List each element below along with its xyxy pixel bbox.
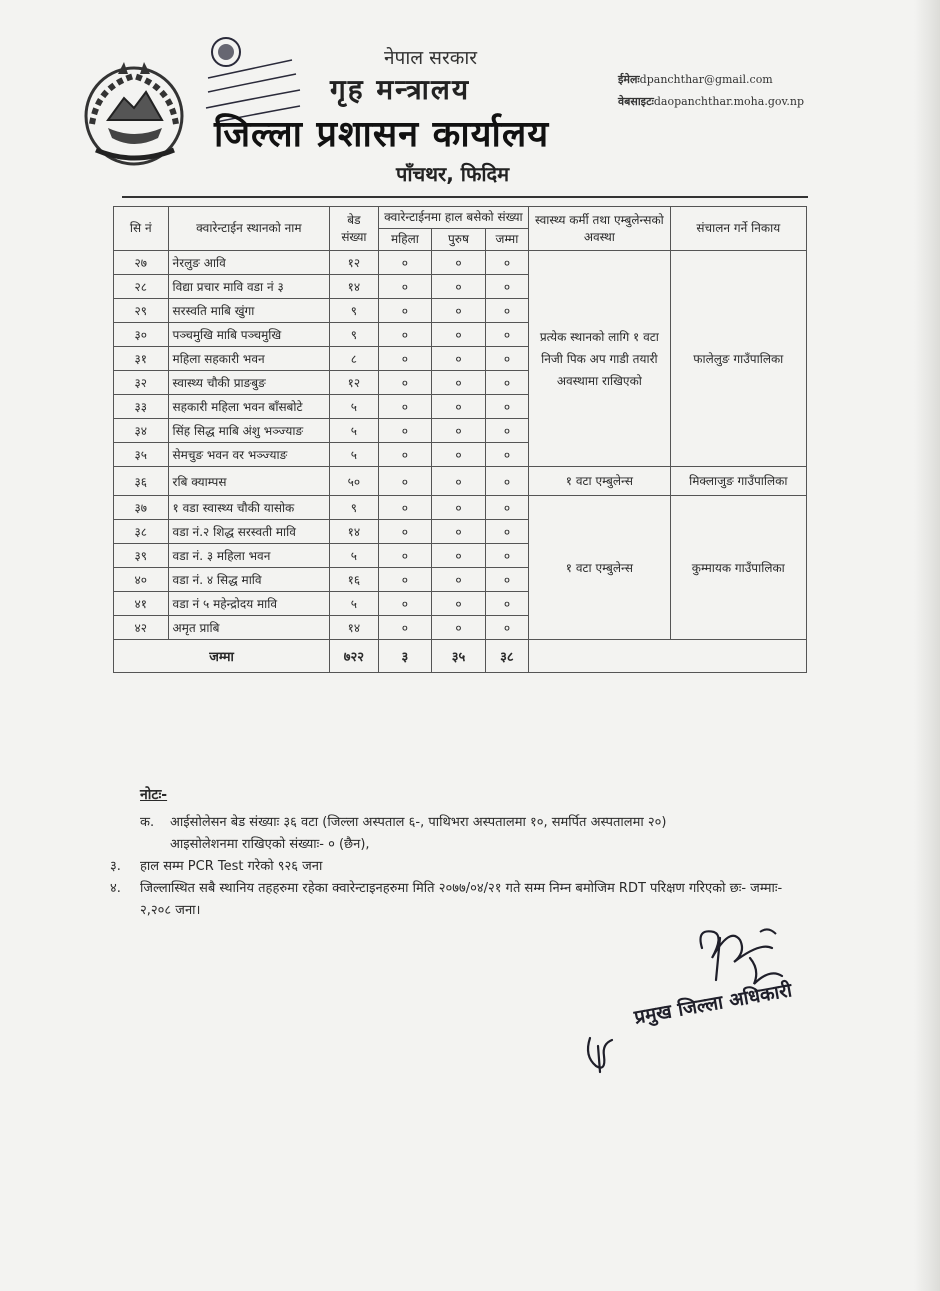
website-label: वेबसाइटः [618,95,654,108]
note-label: क. [140,815,155,830]
cell-beds: १४ [330,616,378,640]
cell-place: वडा नं. ३ महिला भवन [168,544,330,568]
cell-sn: ३४ [114,419,169,443]
cell-place: सिंह सिद्ध माबि अंशु भञ्ज्याङ [168,419,330,443]
cell-male: ० [432,568,486,592]
cell-place: सरस्वति माबि खुंगा [168,299,330,323]
office-name: जिल्ला प्रशासन कार्यालय [214,114,550,155]
cell-female: ० [378,592,432,616]
cell-total: ० [485,520,528,544]
cell-beds: ५ [330,443,378,467]
cell-total: ० [485,568,528,592]
cell-sn: ३३ [114,395,169,419]
cell-female: ० [378,275,432,299]
signature-initial-icon [582,1026,622,1076]
cell-male: ० [432,299,486,323]
total-female: ३ [378,640,432,673]
cell-female: ० [378,467,432,496]
cell-sn: ३२ [114,371,169,395]
email-label: ईमेलः [618,73,640,86]
nepal-emblem-icon [78,58,190,170]
cell-female: ० [378,323,432,347]
cell-total: ० [485,496,528,520]
cell-body-group-3: कुम्मायक गाउँपालिका [670,496,806,640]
paper-edge-shadow [914,0,940,1291]
total-row [114,640,807,673]
cell-sn: ४२ [114,616,169,640]
cell-place: नेरलुङ आवि [168,251,330,275]
total-total: ३८ [485,640,528,673]
cell-beds: ५ [330,419,378,443]
cell-health-group-3: १ वटा एम्बुलेन्स [529,496,670,640]
header-body: संचालन गर्ने निकाय [670,207,806,251]
email-address: dpanchthar@gmail.com [639,73,773,86]
total-empty [529,640,807,673]
cell-beds: १२ [330,371,378,395]
header-divider [122,196,808,198]
cell-male: ० [432,347,486,371]
cell-male: ० [432,520,486,544]
note-item [110,878,810,922]
note-item [110,812,810,856]
cell-male: ० [432,395,486,419]
cell-total: ० [485,592,528,616]
cell-beds: ९ [330,323,378,347]
total-male: ३५ [432,640,486,673]
cell-female: ० [378,616,432,640]
cell-male: ० [432,544,486,568]
cell-male: ० [432,419,486,443]
cell-female: ० [378,251,432,275]
cell-place: वडा नं ५ महेन्द्रोदय मावि [168,592,330,616]
cell-female: ० [378,371,432,395]
cell-male: ० [432,467,486,496]
cell-male: ० [432,616,486,640]
cell-male: ० [432,275,486,299]
cell-place: सेमचुङ भवन वर भञ्ज्याङ [168,443,330,467]
note-text-line1: आईसोलेसन बेड संख्याः ३६ वटा (जिल्ला अस्पताल ६-, पाथिभरा अस्पतालमा १०, समर्पित अस्पतालमा २०) [170,815,667,830]
cell-female: ० [378,568,432,592]
cell-sn: ४१ [114,592,169,616]
cell-sn: ३० [114,323,169,347]
cell-sn: ३८ [114,520,169,544]
header-current: क्वारेन्टाईनमा हाल बसेको संख्या [378,207,529,229]
cell-beds: १६ [330,568,378,592]
table-row [114,467,807,496]
header-female: महिला [378,229,432,251]
cell-female: ० [378,299,432,323]
cell-body-group-1: फालेलुङ गाउँपालिका [670,251,806,467]
cell-sn: २७ [114,251,169,275]
cell-female: ० [378,347,432,371]
cell-total: ० [485,544,528,568]
header-health: स्वास्थ्य कर्मी तथा एम्बुलेन्सको अवस्था [529,207,670,251]
quarantine-table [113,206,807,673]
cell-sn: ३९ [114,544,169,568]
cell-body-group-2: मिक्लाजुङ गाउँपालिका [670,467,806,496]
cell-total: ० [485,467,528,496]
cell-place: विद्या प्रचार मावि वडा नं ३ [168,275,330,299]
cell-female: ० [378,544,432,568]
note-text-line2: आइसोलेशनमा राखिएको संख्याः- ० (छैन), [170,837,370,852]
header-male: पुरुष [432,229,486,251]
cell-beds: १४ [330,275,378,299]
cell-female: ० [378,443,432,467]
cell-place: स्वास्थ्य चौकी प्राङबुङ [168,371,330,395]
cell-beds: ५ [330,395,378,419]
cell-beds: १२ [330,251,378,275]
office-location: पाँचथर, फिदिम [396,162,510,186]
website-line [618,94,804,109]
cell-total: ० [485,347,528,371]
cell-male: ० [432,443,486,467]
cell-health-group-2: १ वटा एम्बुलेन्स [529,467,670,496]
table-row [114,496,807,520]
email-line [618,72,773,87]
note-item [110,856,810,878]
header-place: क्वारेन्टाईन स्थानको नाम [168,207,330,251]
cell-sn: २८ [114,275,169,299]
cell-sn: ४० [114,568,169,592]
notes-title: नोटः- [140,787,168,803]
cell-male: ० [432,251,486,275]
cell-female: ० [378,395,432,419]
cell-place: सहकारी महिला भवन बाँसबोटे [168,395,330,419]
cell-place: रबि क्याम्पस [168,467,330,496]
government-name: नेपाल सरकार [384,47,478,69]
cell-female: ० [378,419,432,443]
cell-sn: २९ [114,299,169,323]
note-text: जिल्लास्थित सबै स्थानिय तहहरुमा रहेका क्वारेन्टाइनहरुमा मिति २०७७/०४/२१ गते सम्म निम्न बमोजिम RDT परिक्षण गरिएको छः- जम्माः- २,२०८ जना। [140,881,783,918]
cell-sn: ३७ [114,496,169,520]
cell-sn: ३६ [114,467,169,496]
cell-place: वडा नं.२ शिद्ध सरस्वती मावि [168,520,330,544]
cell-total: ० [485,419,528,443]
cell-place: १ वडा स्वास्थ्य चौकी यासोक [168,496,330,520]
header-beds: बेड संख्या [330,207,378,251]
table-row [114,251,807,275]
cell-total: ० [485,616,528,640]
note-text: हाल सम्म PCR Test गरेको ९२६ जना [140,859,323,874]
cell-sn: ३१ [114,347,169,371]
cell-female: ० [378,496,432,520]
signatory-title: प्रमुख जिल्ला अधिकारी [632,979,794,1029]
cell-beds: ५ [330,544,378,568]
cell-total: ० [485,371,528,395]
total-beds: ७२२ [330,640,378,673]
cell-female: ० [378,520,432,544]
header-sn: सि नं [114,207,169,251]
ministry-name: गृह मन्त्रालय [330,73,471,106]
cell-place: वडा नं. ४ सिद्ध मावि [168,568,330,592]
cell-total: ० [485,299,528,323]
note-text [170,812,810,856]
note-label: ३. [110,859,121,874]
note-label: ४. [110,881,121,896]
cell-sn: ३५ [114,443,169,467]
cell-beds: ८ [330,347,378,371]
website-address: daopanchthar.moha.gov.np [653,95,805,108]
header-total: जम्मा [485,229,528,251]
cell-beds: १४ [330,520,378,544]
cell-beds: ९ [330,496,378,520]
cell-place: महिला सहकारी भवन [168,347,330,371]
cell-male: ० [432,592,486,616]
cell-beds: ५० [330,467,378,496]
cell-total: ० [485,443,528,467]
cell-male: ० [432,371,486,395]
cell-health-group-1: प्रत्येक स्थानको लागि १ वटा निजी पिक अप गाडी तयारी अवस्थामा राखिएको [529,251,670,467]
cell-place: अमृत प्राबि [168,616,330,640]
total-label: जम्मा [114,640,330,673]
cell-male: ० [432,323,486,347]
cell-total: ० [485,275,528,299]
cell-total: ० [485,395,528,419]
cell-total: ० [485,251,528,275]
notes-section [110,784,810,922]
cell-place: पञ्चमुखि माबि पञ्चमुखि [168,323,330,347]
cell-beds: ५ [330,592,378,616]
cell-total: ० [485,323,528,347]
cell-male: ० [432,496,486,520]
cell-beds: ९ [330,299,378,323]
